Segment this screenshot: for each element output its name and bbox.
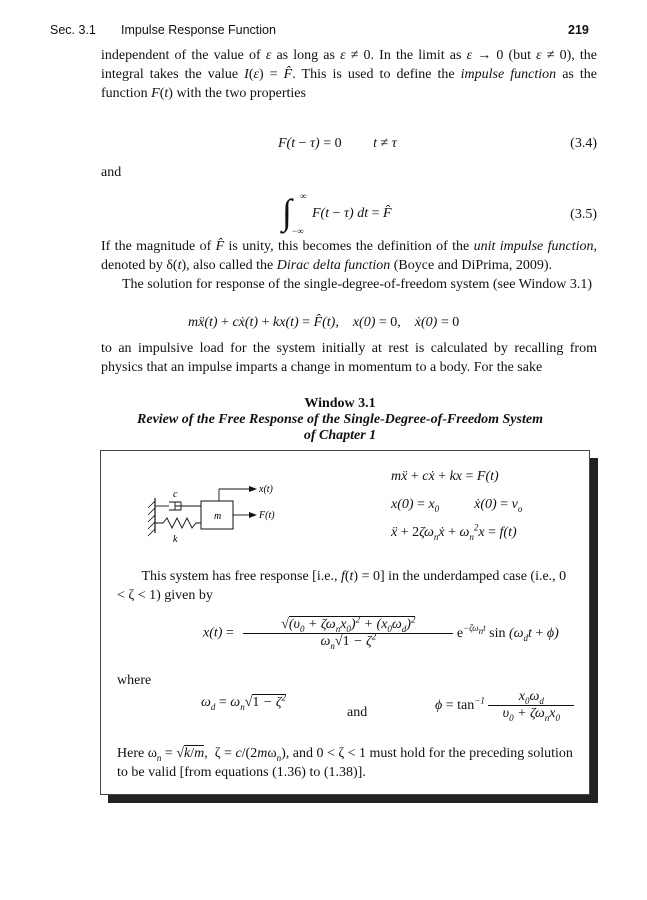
box-and-text: and — [347, 705, 368, 720]
force-arrow-head — [249, 512, 257, 518]
window-subtitle-line2: of Chapter 1 — [303, 428, 377, 443]
box-damped-frequency: $\omega_d = \omega_n√1 - \zeta^2$ — [201, 692, 286, 712]
equation-3-4: F(t − τ) = 0 t ≠ τ — [278, 136, 397, 151]
window-subtitle-line1: Review of the Free Response of the Single-Degree-of-Freedom System — [137, 412, 543, 427]
and-text: and — [101, 165, 122, 180]
mass-label: m — [214, 511, 222, 522]
section-label: Sec. 3.1 — [50, 23, 96, 37]
displacement-label: x(t) — [259, 484, 273, 495]
box-initial-conditions: $x(0) = x_0$ ẋ(0) = $v_o$ — [391, 497, 523, 514]
equation-number-3-5: (3.5) — [570, 207, 597, 222]
box-normalized-equation: ẍ + $2\zeta\omega_nẋ + \omega_n^2x = f(t)$ — [391, 522, 517, 542]
damper — [155, 502, 201, 510]
equation-3-5: ∫ ∞ −∞ F(t − τ) dt = F̂ — [282, 191, 392, 236]
equation-of-motion: mẍ(t) + cẋ(t) + kx(t) = F̂(t), x(0) = 0, ẋ(0) = 0 — [188, 315, 460, 330]
damper-label: c — [173, 489, 178, 500]
box-phase-angle: $\phi = \tan^{-1}$ $\frac{x_0\omega_d}{\upsilon_0 + \zeta\omega_nx_0}$ — [435, 689, 574, 722]
box-free-response-solution: x(t) = $\frac{√(\upsilon_0 + \zeta\omega_nx_0)^2 + (x_0\omega_d)^2}{\omega_n√1 - \zeta^2}$ $e^{-\zeta\omega_nt}$ $\sin (\omega_dt + \phi)$ — [203, 614, 559, 651]
window-title: Window 3.1 — [304, 396, 376, 411]
spring-label: k — [173, 534, 178, 545]
page-number: 219 — [568, 23, 589, 37]
paragraph-definition: If the magnitude of F̂ is unity, this becomes the definition of the unit impulse function, denoted by δ(t), also called the Dirac delta function (Boyce and DiPrima, 2009). The solution for response of the single-degree-of-freedom system (see Window 3.1) — [101, 239, 598, 292]
box-equation-motion: mẍ + cẋ + kx = F(t) — [391, 469, 499, 484]
spring — [155, 518, 201, 528]
spring-mass-damper-diagram — [141, 473, 281, 548]
x-arrow-head — [249, 486, 257, 492]
where-text: where — [117, 673, 152, 688]
equation-number-3-4: (3.4) — [570, 136, 597, 151]
paragraph-impulsive-load: to an impulsive load for the system initially at rest is calculated by recalling from physics that an impulse imparts a change in momentum to a body. For the sake — [101, 341, 597, 375]
window-box — [100, 450, 590, 795]
wall-hatch — [148, 501, 155, 536]
box-paragraph-validity: Here $\omega_n = √k/m$, $\zeta = c/(2m\omega_n)$, and 0 < ζ < 1 must hold for the preceding solution to be valid [from equations (1.36) to (1.38)]. — [117, 746, 573, 780]
box-paragraph-free-response: This system has free response [i.e., f(t) = 0] in the underdamped case (i.e., 0 < ζ < 1) given by — [117, 569, 567, 603]
running-title: Impulse Response Function — [121, 23, 276, 37]
paragraph-intro: independent of the value of ε as long as ε ≠ 0. In the limit as ε → 0 (but ε ≠ 0), the integral takes the value I(ε) = F̂. This is used to define the impulse function as the function F(t) with the two properties — [101, 48, 598, 101]
force-label: F(t) — [259, 510, 275, 521]
